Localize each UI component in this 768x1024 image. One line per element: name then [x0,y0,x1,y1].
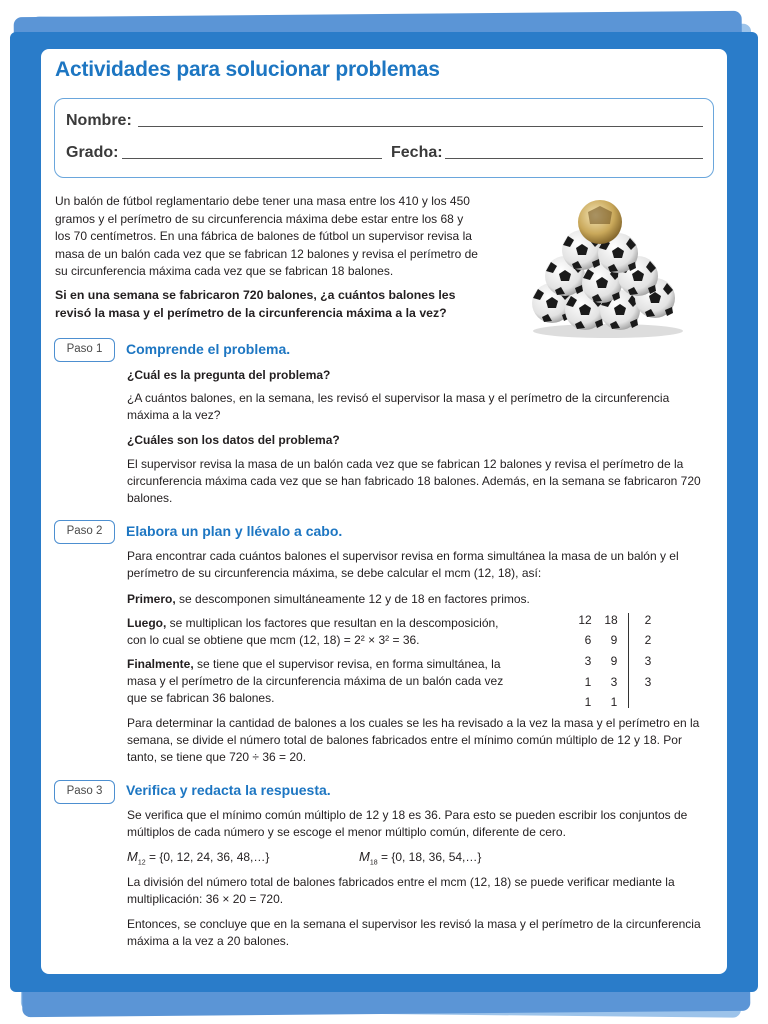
step-1-answer-1: ¿A cuántos balones, en la semana, les revisó el supervisor la masa y el perímetro de la circunferencia máxima a la vez? [127,391,670,422]
step-2-title: Elabora un plan y llévalo a cabo. [126,523,343,539]
grado-label: Grado: [66,144,119,161]
m12-subscript: 12 [137,859,146,867]
factor-cell: 3 [584,654,592,668]
factor-cell: 2 [644,613,652,627]
factor-cell: 1 [584,695,592,709]
m18-subscript: 18 [369,859,378,867]
factor-cell: 1 [584,675,592,689]
intro-paragraph: Un balón de fútbol reglamentario debe tener una masa entre los 410 y los 450 gramos y el perímetro de su circunferencia máxima debe estar entre los 68 y los 70 centímetros. En una fábrica de balones de fútbol un supervisor revisa la masa de un balón cada vez que se fabrican 12 balones y revisa el perímetro de su circunferencia máxima cada vez que se fabrican 18 balones. [55,194,478,278]
factor-cell: 3 [644,654,652,668]
m18-set: = {0, 18, 36, 54,…} [377,850,482,864]
primero-text: se descomponen simultáneamente 12 y de 18 en factores primos. [175,592,530,606]
luego-label: Luego, [127,616,167,630]
factor-cell: 18 [604,613,618,627]
step-3-title: Verifica y redacta la respuesta. [126,782,331,798]
step-3-multiplication-check: La división del número total de balones fabricados entre el mcm (12, 18) se puede verificar mediante la multiplicación: 36 × 20 = 720. [127,875,675,906]
factor-cell: 3 [644,675,652,689]
factor-cell: 9 [610,654,618,668]
step-2-plan-paragraph: Para encontrar cada cuántos balones el supervisor revisa en forma simultánea la masa de un balón y el perímetro de su circunferencia máxima, se debe calcular el mcm (12, 18), así: [127,549,679,580]
factor-divider-line [628,613,629,708]
step-2-conclusion: Para determinar la cantidad de balones a los cuales se les ha revisado a la vez la masa y el perímetro en la semana, se divide el número total de balones fabricados entre el mínimo común múltiplo de 12 y 18. Por tanto, se tiene que 720 ÷ 36 = 20. [127,716,700,764]
factor-cell: 9 [610,633,618,647]
factor-cell: 1 [610,695,618,709]
multiples-of-18 [359,849,481,866]
problem-question: Si en una semana se fabricaron 720 balones, ¿a cuántos balones les revisó la masa y el perímetro de la circunferencia máxima a la vez? [55,288,456,320]
step-3-verify-paragraph: Se verifica que el mínimo común múltiplo de 12 y 18 es 36. Para esto se pueden escribir los conjuntos de múltiplos de cada número y se escoge el menor múltiplo común, diferente de cero. [127,808,688,839]
factor-cell: 6 [584,633,592,647]
step-3-badge: Paso 3 [54,780,115,804]
finalmente-label: Finalmente, [127,657,194,671]
step-2-luego [127,615,512,649]
step-1-answer-2: El supervisor revisa la masa de un balón cada vez que se fabrican 12 balones y revisa el perímetro de la circunferencia máxima cada vez que se han fabricado 18 balones. Además, en la semana se fabricaron 720 balones. [127,457,701,505]
fecha-field[interactable] [445,158,703,159]
step-1-question-2: ¿Cuáles son los datos del problema? [127,433,340,447]
fecha-label: Fecha: [391,144,443,161]
m12-set: = {0, 12, 24, 36, 48,…} [145,850,270,864]
grado-field[interactable] [122,158,382,159]
step-3-final-answer: Entonces, se concluye que en la semana el supervisor les revisó la masa y el perímetro de la circunferencia máxima a la vez a 20 balones. [127,917,701,948]
soccer-balls-image [520,198,690,343]
factor-cell: 2 [644,633,652,647]
nombre-field[interactable] [138,126,703,127]
m12-letter: M [127,849,138,864]
luego-text: se multiplican los factores que resultan en la descomposición, con lo cual se obtiene que mcm (12, 18) = 2² × 3² = 36. [127,616,499,647]
nombre-label: Nombre: [66,112,132,129]
student-info-box [54,98,714,178]
primero-label: Primero, [127,592,176,606]
step-2-finalmente [127,656,512,707]
step-1-badge: Paso 1 [54,338,115,362]
step-1-question-1: ¿Cuál es la pregunta del problema? [127,368,331,382]
multiples-of-12 [127,849,269,866]
factor-cell: 3 [610,675,618,689]
step-2-badge: Paso 2 [54,520,115,544]
step-1-title: Comprende el problema. [126,341,291,357]
page-title: Actividades para solucionar problemas [55,58,440,81]
m18-letter: M [359,849,370,864]
finalmente-text: se tiene que el supervisor revisa, en forma simultánea, la masa y el perímetro de la circunferencia máxima de un balón cada vez que se fabrican 36 balones. [127,657,504,705]
factor-cell: 12 [578,613,592,627]
step-2-primero [127,591,714,608]
